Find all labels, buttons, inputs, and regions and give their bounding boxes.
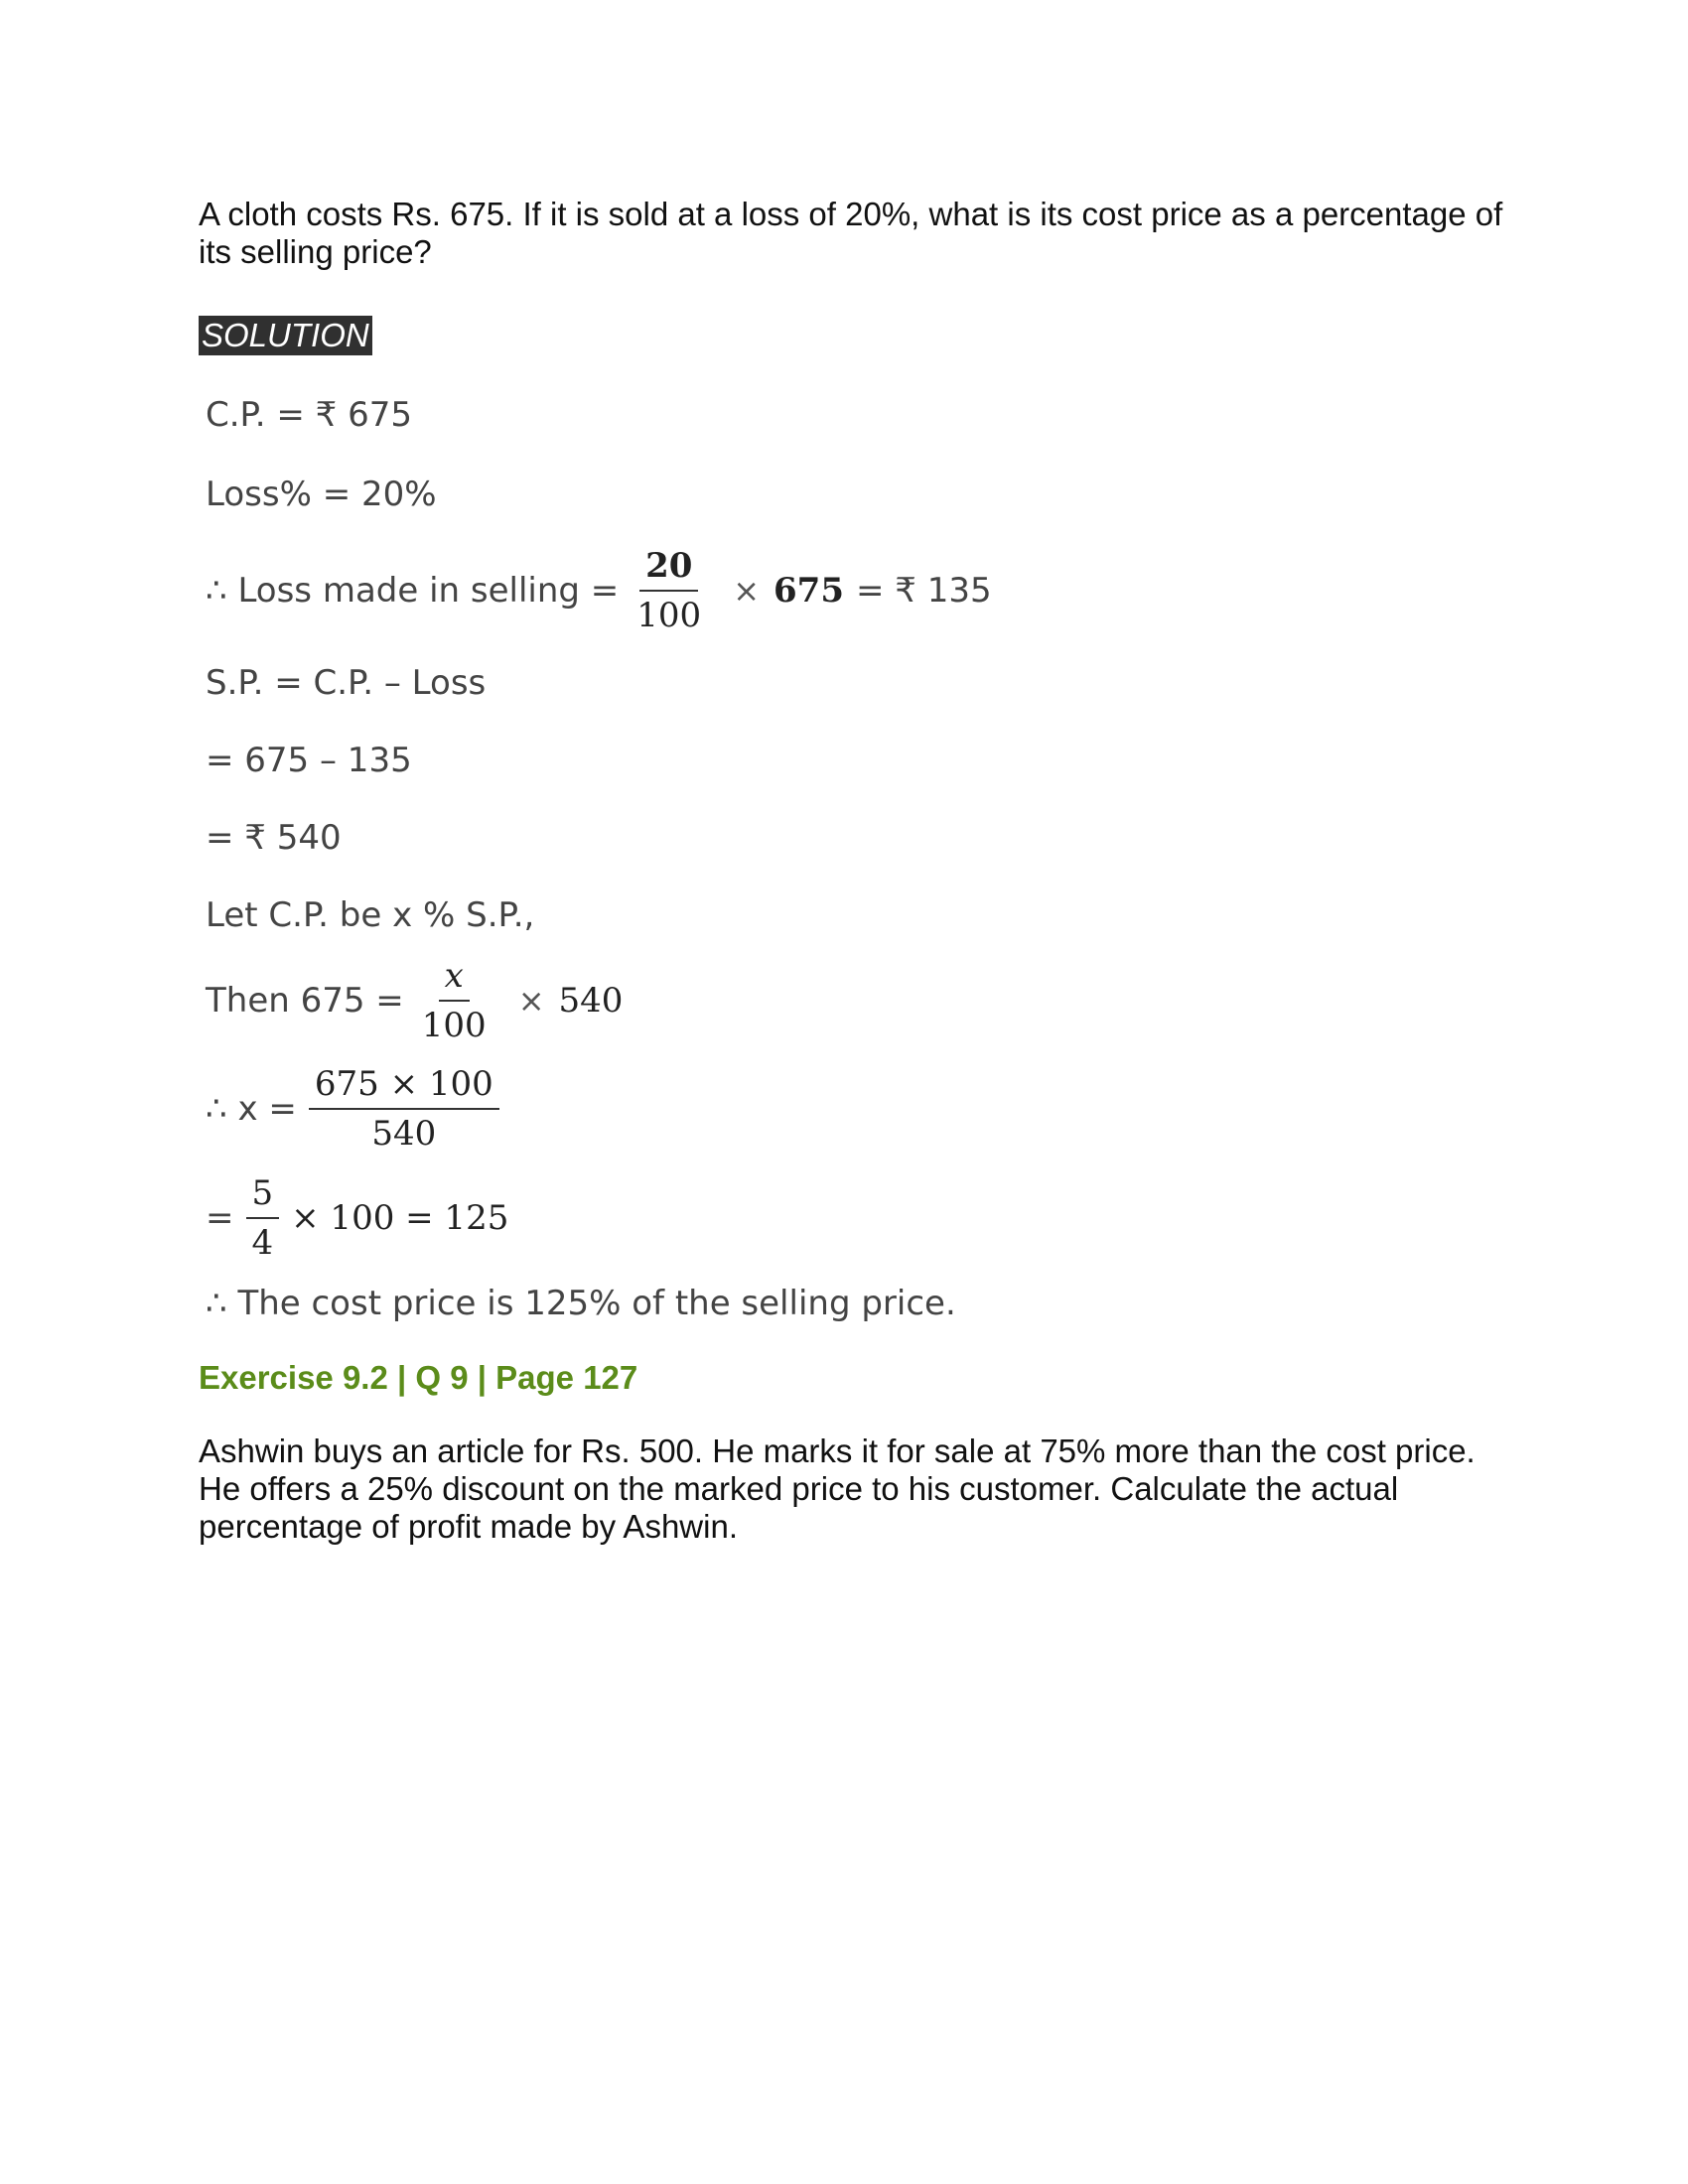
x-prefix: ∴ x =: [206, 1089, 297, 1129]
then-times-sign: ×: [517, 982, 545, 1020]
result-fraction: [246, 1173, 280, 1263]
then-multiplier: 540: [558, 981, 624, 1021]
exercise-reference: Exercise 9.2 | Q 9 | Page 127: [199, 1359, 638, 1396]
step-cost-price: C.P. = ₹ 675: [206, 395, 413, 435]
question-text-next: Ashwin buys an article for Rs. 500. He marks it for sale at 75% more than the cost price. He offers a 25% discount on the marked price to his customer. Calculate the actual percentage of profit made by Ashwin.: [199, 1433, 1476, 1545]
then-denominator: 100: [421, 1006, 487, 1045]
step-sp-substitution: = 675 – 135: [206, 741, 412, 780]
step-x-equation: [206, 1064, 511, 1154]
solution-label: SOLUTION: [199, 316, 372, 355]
step-sp-result: = ₹ 540: [206, 818, 342, 858]
loss-result: = ₹ 135: [856, 571, 992, 611]
step-loss-percent: Loss% = 20%: [206, 475, 437, 514]
result-rest: × 100 = 125: [291, 1198, 509, 1238]
x-denominator: 540: [371, 1114, 437, 1154]
then-prefix: Then 675 =: [206, 981, 404, 1021]
question-text: A cloth costs Rs. 675. If it is sold at a loss of 20%, what is its cost price as a percentage of its selling price?: [199, 196, 1503, 270]
result-numerator: 5: [246, 1173, 280, 1219]
x-fraction: [309, 1064, 499, 1154]
loss-multiplier: 675: [774, 571, 844, 611]
step-let-statement: Let C.P. be x % S.P.,: [206, 895, 535, 935]
step-then-equation: [206, 956, 623, 1045]
step-sp-formula: S.P. = C.P. – Loss: [206, 663, 487, 703]
then-fraction: [416, 956, 492, 1045]
result-prefix: =: [206, 1198, 234, 1238]
loss-fraction: [631, 546, 707, 635]
loss-denominator: 100: [636, 596, 702, 635]
then-numerator: x: [439, 956, 470, 1002]
result-denominator: 4: [251, 1223, 274, 1263]
step-result-equation: [206, 1173, 508, 1263]
loss-numerator: 20: [639, 546, 698, 592]
loss-times-sign: ×: [733, 572, 761, 610]
step-conclusion: ∴ The cost price is 125% of the selling price.: [206, 1284, 956, 1323]
step-loss-amount: [206, 546, 992, 635]
loss-prefix: ∴ Loss made in selling =: [206, 571, 620, 611]
x-numerator: 675 × 100: [309, 1064, 499, 1110]
